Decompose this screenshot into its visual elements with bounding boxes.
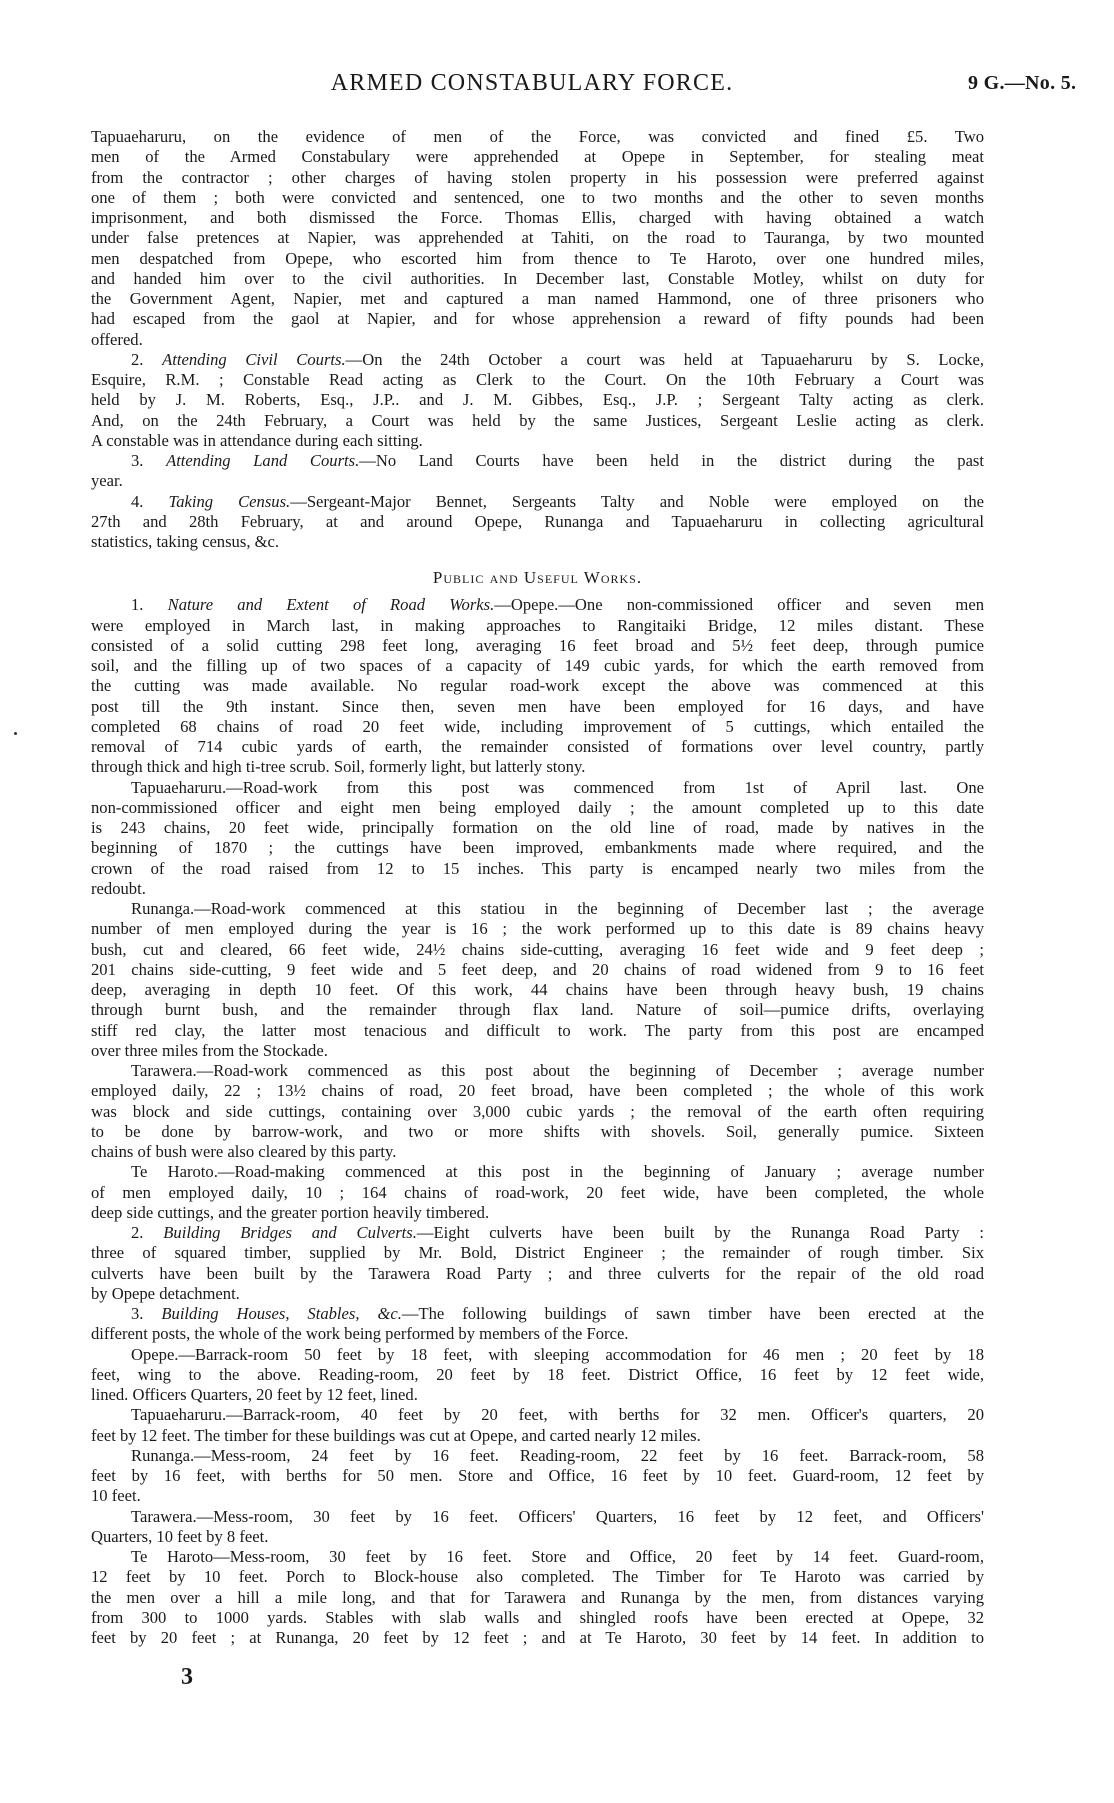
text-line (91, 1203, 984, 1223)
paragraph-number: 3. (131, 1304, 162, 1323)
margin-speck (14, 732, 17, 735)
text-line (91, 757, 984, 777)
line-text: crown of the road raised from 12 to 15 inches. This party is encamped nearly two miles from the (91, 858, 984, 878)
paragraph (91, 1547, 984, 1648)
paragraph (91, 1223, 984, 1304)
line-text: imprisonment, and both dismissed the Force. Thomas Ellis, charged with having obtained a watch (91, 208, 984, 227)
line-text: is 243 chains, 20 feet wide, principally formation on the old line of road, made by natives in the (91, 818, 984, 837)
line-text: feet by 20 feet ; at Runanga, 20 feet by 12 feet ; and at Te Haroto, 30 feet by 14 feet. In addition to (91, 1628, 984, 1647)
text-line (91, 127, 984, 147)
line-text: by Opepe detachment. (91, 1283, 240, 1303)
text-line (91, 838, 984, 858)
paragraph-heading: Building Houses, Stables, &c. (161, 1304, 402, 1323)
text-line (91, 1608, 984, 1628)
text-line (91, 147, 984, 167)
line-text: deep, averaging in depth 10 feet. Of this work, 44 chains have been through heavy bush, 19 chains (91, 980, 984, 999)
text-line (91, 431, 984, 451)
text-line (91, 1628, 984, 1648)
text-line (91, 1365, 984, 1385)
paragraph (91, 1162, 984, 1223)
line-text: feet by 12 feet. The timber for these buildings was cut at Opepe, and carted nearly 12 miles. (91, 1425, 701, 1445)
line-text: through burnt bush, and the remainder through flax land. Nature of soil—pumice drifts, overlaying (91, 1000, 984, 1020)
text-line (91, 249, 984, 269)
line-text: A constable was in attendance during each sitting. (91, 430, 423, 450)
paragraph (91, 1405, 984, 1446)
text-line (91, 1567, 984, 1587)
line-text: post till the 9th instant. Since then, seven men have been employed for 16 days, and have (91, 696, 984, 716)
line-text: Esquire, R.M. ; Constable Read acting as Clerk to the Court. On the 10th February a Court was (91, 370, 984, 389)
paragraphs-after (91, 595, 984, 1648)
paragraph-number: 2. (131, 1223, 164, 1242)
line-text: from 300 to 1000 yards. Stables with slab walls and shingled roofs have been erected at Opepe, 32 (91, 1607, 984, 1627)
text-line (91, 208, 984, 228)
line-text: the cutting was made available. No regular road-work except the above was commenced at this (91, 676, 984, 696)
line-text: Tarawera.—Mess-room, 30 feet by 16 feet. Officers' Quarters, 16 feet by 12 feet, and Officers' (131, 1506, 984, 1526)
line-text: Runanga.—Mess-room, 24 feet by 16 feet. Reading-room, 22 feet by 16 feet. Barrack-room, 58 (131, 1445, 984, 1465)
line-text: was block and side cuttings, containing over 3,000 cubic yards ; the removal of the earth often requiring (91, 1101, 984, 1121)
line-text: held by J. M. Roberts, Esq., J.P.. and J. M. Gibbes, Esq., J.P. ; Sergeant Talty acting as clerk. (91, 390, 984, 410)
text-line (91, 1547, 984, 1567)
line-text: the men over a hill a mile long, and that for Tarawera and Runanga by the men, from distances varying (91, 1587, 984, 1607)
text-line (91, 798, 984, 818)
text-line (91, 390, 984, 410)
line-text: had escaped from the gaol at Napier, and for whose apprehension a reward of fifty pounds had been (91, 309, 984, 329)
line-text: —No Land Courts have been held in the district during the past (359, 451, 984, 470)
text-line (91, 1507, 984, 1527)
paragraph (91, 1446, 984, 1507)
line-text: Runanga.—Road-work commenced at this statiou in the beginning of December last ; the average (131, 899, 984, 918)
line-text: three of squared timber, supplied by Mr. Bold, District Engineer ; the remainder of rough timber. Six (91, 1243, 984, 1263)
paragraph (91, 1507, 984, 1548)
line-text: Tapuaeharuru.—Barrack-room, 40 feet by 20 feet, with berths for 32 men. Officer's quarters, 20 (131, 1405, 984, 1425)
text-line (91, 1527, 984, 1547)
text-line (91, 980, 984, 1000)
line-text: —Eight culverts have been built by the Runanga Road Party : (416, 1223, 984, 1242)
line-text: beginning of 1870 ; the cuttings have been improved, embankments made where required, and the (91, 838, 984, 858)
text-line (91, 1081, 984, 1101)
paragraph (91, 492, 984, 553)
text-line (91, 1061, 984, 1081)
text-line (91, 879, 984, 899)
text-line (91, 1345, 984, 1365)
line-text: Te Haroto—Mess-room, 30 feet by 16 feet. Store and Office, 20 feet by 14 feet. Guard-room, (131, 1547, 984, 1566)
line-text: Tarawera.—Road-work commenced as this post about the beginning of December ; average number (131, 1061, 984, 1080)
text-line (91, 309, 984, 329)
line-text: men of the Armed Constabulary were apprehended at Opepe in September, for stealing meat (91, 147, 984, 167)
line-text: number of men employed during the year is 16 ; the work performed up to this date is 89 chains heavy (91, 919, 984, 939)
section-heading: Public and Useful Works. (432, 568, 643, 588)
paragraph (91, 350, 984, 451)
line-text: employed daily, 22 ; 13½ chains of road, 20 feet broad, have been completed ; the whole of this work (91, 1081, 984, 1101)
text-line (91, 1122, 984, 1142)
line-text: removal of 714 cubic yards of earth, the remainder consisted of formations over level country, partly (91, 737, 984, 756)
text-line (91, 1000, 984, 1020)
text-line (91, 350, 984, 370)
line-text: to be done by barrow-work, and two or more shifts with shovels. Soil, generally pumice. Sixteen (91, 1121, 984, 1141)
line-text: —The following buildings of sawn timber have been erected at the (401, 1304, 984, 1323)
text-line (91, 411, 984, 431)
line-text: non-commissioned officer and eight men being employed daily ; the amount completed up to this date (91, 797, 984, 817)
line-text: and handed him over to the civil authorities. In December last, Constable Motley, whilst on duty for (91, 268, 984, 288)
line-text: over three miles from the Stockade. (91, 1040, 328, 1060)
paragraph-heading: Nature and Extent of Road Works. (167, 595, 495, 615)
text-line (91, 960, 984, 980)
text-line (91, 1102, 984, 1122)
text-line (91, 940, 984, 960)
line-text: —On the 24th October a court was held at Tapuaeharuru by S. Locke, (345, 349, 984, 369)
text-line (91, 451, 984, 471)
text-line (91, 595, 984, 615)
text-line (91, 1284, 984, 1304)
text-line (91, 269, 984, 289)
line-text: deep side cuttings, and the greater portion heavily timbered. (91, 1202, 490, 1222)
text-line (91, 471, 984, 491)
text-line (91, 676, 984, 696)
text-line (91, 717, 984, 737)
line-text: through thick and high ti-tree scrub. Soil, formerly light, but latterly stony. (91, 757, 586, 777)
text-line (91, 289, 984, 309)
text-line (91, 370, 984, 390)
line-text: different posts, the whole of the work being performed by members of the Force. (91, 1324, 629, 1344)
line-text: 12 feet by 10 feet. Porch to Block-house also completed. The Timber for Te Haroto was carried by (91, 1567, 984, 1587)
text-line (91, 697, 984, 717)
line-text: one of them ; both were convicted and sentenced, one to two months and the other to seven months (91, 187, 984, 207)
text-line (91, 330, 984, 350)
text-line (91, 636, 984, 656)
line-text: Quarters, 10 feet by 8 feet. (91, 1526, 269, 1546)
line-text: of men employed daily, 10 ; 164 chains of road-work, 20 feet wide, have been completed, the whole (91, 1182, 984, 1202)
line-text: men despatched from Opepe, who escorted him from thence to Te Haroto, over one hundred miles, (91, 248, 984, 268)
paragraph-number: 2. (131, 349, 163, 369)
line-text: 27th and 28th February, at and around Opepe, Runanga and Tapuaeharuru in collecting agricultural (91, 511, 984, 531)
text-line (91, 1162, 984, 1182)
paragraphs-before (91, 127, 984, 552)
paragraph (91, 595, 984, 777)
line-text: lined. Officers Quarters, 20 feet by 12 feet, lined. (91, 1385, 418, 1404)
text-line (91, 818, 984, 838)
line-text: from the contractor ; other charges of having stolen property in his possession were preferred against (91, 167, 984, 187)
line-text: 10 feet. (91, 1486, 141, 1506)
text-line (91, 1041, 984, 1061)
paragraph-heading: Taking Census. (168, 491, 291, 511)
page-header-reference: 9 G.—No. 5. (968, 72, 1077, 94)
text-line (91, 859, 984, 879)
text-line (91, 1405, 984, 1425)
text-line (91, 778, 984, 798)
text-line (91, 532, 984, 552)
document-body (91, 127, 984, 1648)
paragraph (91, 127, 984, 350)
paragraph-heading: Attending Land Courts. (166, 451, 360, 470)
text-line (91, 1021, 984, 1041)
line-text: chains of bush were also cleared by this party. (91, 1142, 397, 1161)
text-line (91, 616, 984, 636)
line-text: bush, cut and cleared, 66 feet wide, 24½ chains side-cutting, averaging 16 feet wide and 9 feet deep ; (91, 939, 984, 959)
line-text: statistics, taking census, &c. (91, 532, 280, 551)
text-line (91, 1183, 984, 1203)
paragraph (91, 1345, 984, 1406)
text-line (91, 899, 984, 919)
text-line (91, 1142, 984, 1162)
line-text: —Sergeant-Major Bennet, Sergeants Talty and Noble were employed on the (290, 491, 984, 511)
line-text: offered. (91, 329, 143, 349)
text-line (91, 1486, 984, 1506)
line-text: Te Haroto.—Road-making commenced at this post in the beginning of January ; average number (131, 1162, 984, 1182)
page-header-title: ARMED CONSTABULARY FORCE. (330, 70, 734, 96)
text-line (91, 512, 984, 532)
paragraph (91, 1304, 984, 1345)
line-text: were employed in March last, in making approaches to Rangitaiki Bridge, 12 miles distant. These (91, 615, 984, 635)
text-line (91, 1588, 984, 1608)
line-text: Tapuaeharuru.—Road-work from this post was commenced from 1st of April last. One (131, 777, 984, 797)
text-line (91, 1446, 984, 1466)
line-text: stiff red clay, the latter most tenacious and difficult to work. The party from this post are encamped (91, 1020, 984, 1040)
line-text: —Opepe.—One non-commissioned officer and seven men (494, 595, 984, 615)
paragraph-number: 3. (131, 451, 167, 470)
line-text: feet, wing to the above. Reading-room, 20 feet by 18 feet. District Office, 16 feet by 12 feet wide, (91, 1364, 984, 1384)
line-text: Opepe.—Barrack-room 50 feet by 18 feet, with sleeping accommodation for 46 men ; 20 feet by 18 (131, 1344, 984, 1364)
text-line (91, 656, 984, 676)
text-line (91, 737, 984, 757)
text-line (91, 1223, 984, 1243)
line-text: Tapuaeharuru, on the evidence of men of the Force, was convicted and fined £5. Two (91, 127, 984, 146)
line-text: under false pretences at Napier, was apprehended at Tahiti, on the road to Tauranga, by two mounted (91, 228, 984, 248)
line-text: completed 68 chains of road 20 feet wide, including improvement of 5 cuttings, which entailed the (91, 716, 984, 736)
paragraph (91, 899, 984, 1061)
page-number: 3 (181, 1664, 193, 1690)
paragraph (91, 451, 984, 492)
line-text: culverts have been built by the Tarawera Road Party ; and three culverts for the repair of the old road (91, 1263, 984, 1283)
text-line (91, 168, 984, 188)
paragraph-heading: Building Bridges and Culverts. (163, 1223, 417, 1242)
line-text: 201 chains side-cutting, 9 feet wide and 5 feet deep, and 20 chains of road widened from 9 to 16 feet (91, 959, 984, 979)
paragraph-number: 4. (131, 491, 169, 511)
line-text: year. (91, 471, 123, 491)
paragraph-number: 1. (131, 595, 168, 615)
line-text: And, on the 24th February, a Court was held by the same Justices, Sergeant Leslie acting as clerk. (91, 410, 984, 430)
text-line (91, 1466, 984, 1486)
paragraph-heading: Attending Civil Courts. (162, 349, 346, 369)
text-line (91, 1264, 984, 1284)
line-text: soil, and the filling up of two spaces of a capacity of 149 cubic yards, for which the earth removed from (91, 656, 984, 675)
text-line (91, 919, 984, 939)
text-line (91, 1426, 984, 1446)
text-line (91, 188, 984, 208)
text-line (91, 1243, 984, 1263)
text-line (91, 1304, 984, 1324)
line-text: consisted of a solid cutting 298 feet long, averaging 16 feet broad and 5½ feet deep, through pumice (91, 635, 984, 655)
line-text: the Government Agent, Napier, met and captured a man named Hammond, one of three prisoners who (91, 289, 984, 308)
line-text: redoubt. (91, 878, 146, 898)
line-text: feet by 16 feet, with berths for 50 men. Store and Office, 16 feet by 10 feet. Guard-room, 12 feet by (91, 1466, 984, 1485)
paragraph (91, 778, 984, 900)
paragraph (91, 1061, 984, 1162)
text-line (91, 228, 984, 248)
text-line (91, 1324, 984, 1344)
text-line (91, 492, 984, 512)
text-line (91, 1385, 984, 1405)
